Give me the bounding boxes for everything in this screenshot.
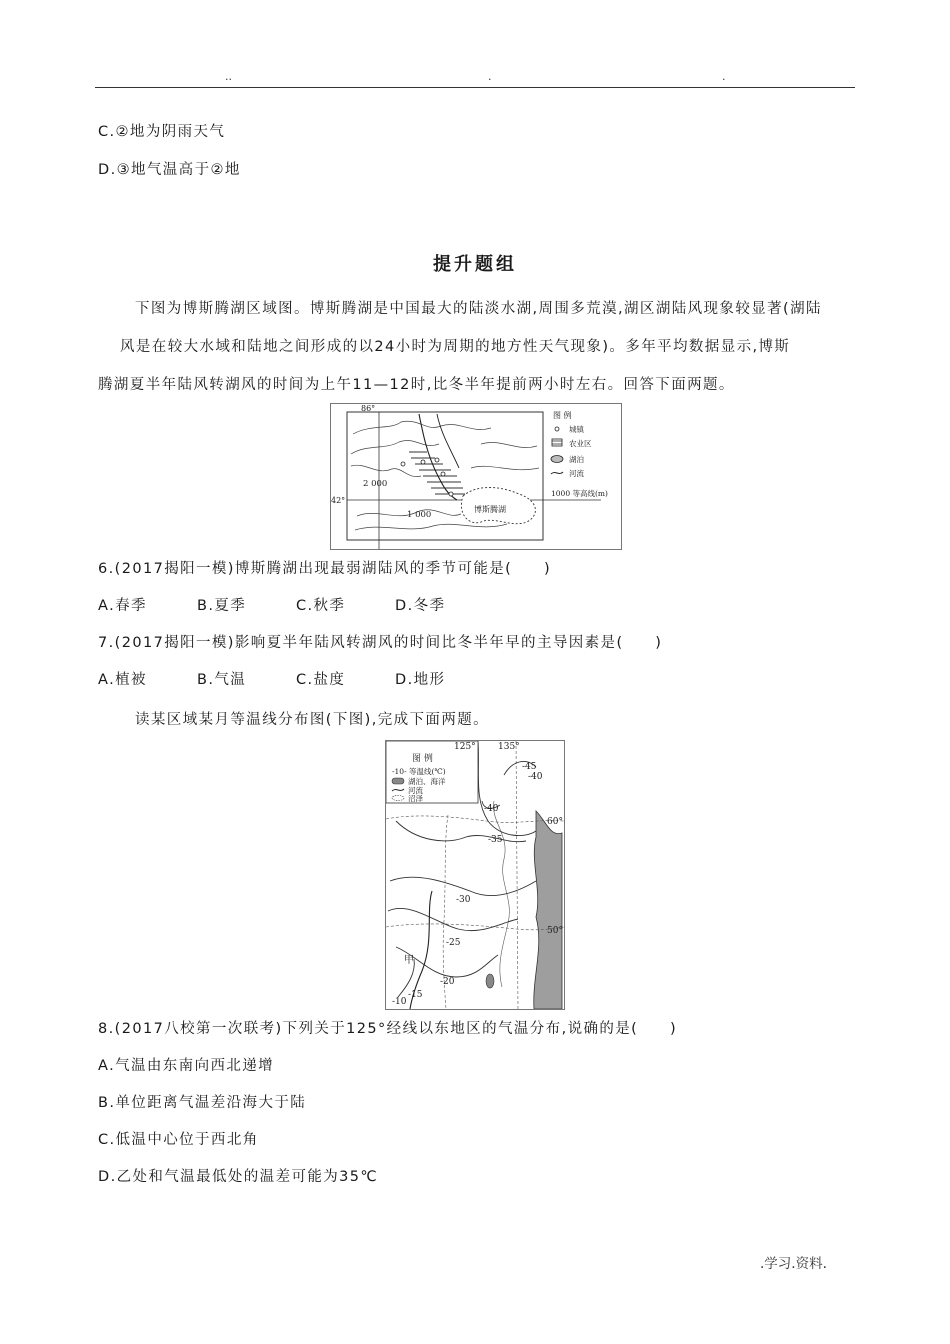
header-dot-left: .. [225, 70, 232, 83]
q7-stem: 7.(2017揭阳一模)影响夏半年陆风转湖风的时间比冬半年早的主导因素是( ) [98, 635, 663, 651]
header-rule [95, 87, 855, 88]
map1-legend-contour: 1000 等高线(m) [551, 489, 608, 498]
q6-option-c[interactable]: C.秋季 [296, 598, 346, 614]
q7-options [98, 670, 494, 690]
intro1-line2: 风是在较大水域和陆地之间形成的以24小时为周期的地方性天气现象)。多年平均数据显示,博斯 [120, 339, 791, 355]
isotherm-label-20: -20 [440, 977, 455, 987]
map1-legend-farm: 农业区 [569, 439, 592, 448]
header-dot-center: . [488, 70, 492, 83]
map1-legend-town: 城镇 [569, 425, 584, 434]
map2-legend-river: 河流 [408, 786, 423, 795]
page-footer: .学习.资料. [760, 1256, 827, 1272]
map2-legend-swamp: 沼泽 [408, 794, 423, 803]
q7-option-c[interactable]: C.盐度 [296, 672, 346, 688]
q8-option-b[interactable]: B.单位距离气温差沿海大于陆 [98, 1095, 307, 1111]
q8-option-a[interactable]: A.气温由东南向西北递增 [98, 1058, 275, 1074]
map1-contour-1000: 1 000 [407, 510, 432, 520]
prev-option-c: C.②地为阴雨天气 [98, 124, 226, 140]
map1-lake-name: 博斯腾湖 [474, 505, 506, 514]
q8-option-c[interactable]: C.低温中心位于西北角 [98, 1132, 259, 1148]
q8-option-d[interactable]: D.乙处和气温最低处的温差可能为35℃ [98, 1169, 379, 1185]
q6-options [98, 596, 494, 616]
q7-option-d[interactable]: D.地形 [395, 672, 446, 688]
map1-legend-title: 图 例 [553, 411, 572, 420]
map1-lon-label: 86° [361, 404, 376, 413]
map2-legend-water: 湖泊、海洋 [408, 777, 446, 786]
q7-option-b[interactable]: B.气温 [197, 672, 247, 688]
map2-lon-135: 135° [498, 742, 520, 752]
map1-lat-label: 42° [331, 496, 346, 505]
header-dot-right: . [722, 70, 726, 83]
isotherm-label-40a: -40 [528, 772, 543, 782]
intro2: 读某区域某月等温线分布图(下图),完成下面两题。 [135, 712, 490, 728]
isotherm-label-25: -25 [446, 938, 461, 948]
prev-option-d: D.③地气温高于②地 [98, 162, 241, 178]
q8-stem: 8.(2017八校第一次联考)下列关于125°经线以东地区的气温分布,说确的是( ) [98, 1021, 678, 1037]
map1-legend-river: 河流 [569, 469, 584, 478]
q6-stem: 6.(2017揭阳一模)博斯腾湖出现最弱湖陆风的季节可能是( ) [98, 561, 552, 577]
isotherm-map [385, 740, 565, 1010]
q6-option-d[interactable]: D.冬季 [395, 598, 446, 614]
isotherm-label-35: -35 [488, 835, 503, 845]
intro1-line3: 腾湖夏半年陆风转湖风的时间为上午11—12时,比冬半年提前两小时左右。回答下面两题。 [98, 377, 735, 393]
map2-lon-125: 125° [454, 742, 476, 752]
section-title: 提升题组 [433, 254, 517, 275]
q7-option-a[interactable]: A.植被 [98, 672, 147, 688]
bosten-lake-map [330, 403, 622, 550]
isotherm-label-15: -15 [408, 990, 423, 1000]
map1-legend-lake: 湖泊 [569, 455, 584, 464]
map2-place-jia: 甲 [404, 955, 414, 966]
isotherm-label-45: -45 [522, 762, 537, 772]
map2-legend-title: 图 例 [412, 754, 433, 764]
map1-contour-2000: 2 000 [363, 479, 388, 489]
isotherm-label-30: -30 [456, 895, 471, 905]
isotherm-label-10: -10 [392, 997, 407, 1007]
q6-option-b[interactable]: B.夏季 [197, 598, 247, 614]
q6-option-a[interactable]: A.春季 [98, 598, 147, 614]
intro1-line1: 下图为博斯腾湖区域图。博斯腾湖是中国最大的陆淡水湖,周围多荒漠,湖区湖陆风现象较显著(湖陆 [135, 301, 822, 317]
map2-legend-isotherm: -10- 等温线(℃) [392, 767, 446, 776]
map2-lat-60: 60° [547, 817, 563, 827]
map2-lat-50: 50° [547, 926, 563, 936]
isotherm-label-40b: -40 [484, 804, 499, 814]
